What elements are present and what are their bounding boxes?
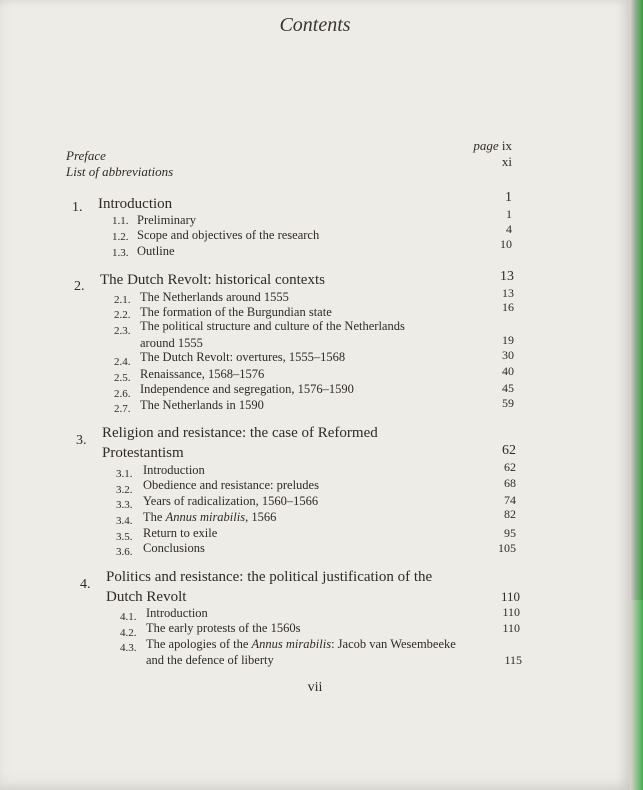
section-number: 3.2. [116, 484, 133, 496]
section-number: 1.2. [112, 231, 129, 243]
page-number: 105 [498, 541, 516, 555]
page-number: 95 [504, 526, 516, 540]
page-column-header: page ix [473, 138, 512, 153]
page-number: 19 [502, 333, 514, 347]
page-number: 74 [504, 493, 516, 507]
section-title: Independence and segregation, 1576–1590 [140, 382, 354, 396]
section-number: 1.1. [112, 215, 129, 227]
chapter-title-continued: Protestantism [102, 445, 184, 461]
section-title: Introduction [143, 463, 205, 477]
section-number: 2.7. [114, 403, 131, 415]
chapter-number: 3. [76, 433, 87, 448]
page-number: 10 [500, 237, 512, 251]
page-number: 4 [506, 222, 512, 236]
page-number: 82 [504, 507, 516, 521]
page-number: 59 [502, 396, 514, 410]
page-folio: vii [307, 680, 323, 695]
section-title: Obedience and resistance: preludes [143, 478, 319, 492]
section-title: The political structure and culture of the Netherlands [140, 319, 405, 333]
section-title: The formation of the Burgundian state [140, 305, 332, 319]
section-title: Scope and objectives of the research [137, 228, 320, 242]
section-number: 3.5. [116, 531, 133, 543]
page-number: 1 [506, 207, 512, 221]
chapter-number: 1. [72, 200, 83, 215]
page-number: 16 [502, 300, 514, 314]
chapter-number: 4. [80, 577, 91, 592]
section-title: The Netherlands in 1590 [140, 398, 264, 412]
section-number: 2.2. [114, 309, 131, 321]
section-number: 3.4. [116, 515, 133, 527]
page-number: 110 [502, 621, 520, 635]
chapter-title: Politics and resistance: the political justification of the [106, 569, 433, 585]
page-number: 13 [502, 286, 514, 300]
section-title: The early protests of the 1560s [146, 621, 301, 635]
section-title: Introduction [146, 606, 208, 620]
section-title: Renaissance, 1568–1576 [140, 367, 265, 381]
section-number: 2.4. [114, 356, 131, 368]
page-title: Contents [279, 14, 351, 36]
section-title: Return to exile [143, 526, 218, 540]
section-number: 4.3. [120, 642, 137, 654]
section-title-continued: around 1555 [140, 336, 203, 350]
book-edge [630, 0, 643, 790]
toc-entry-abbreviations: List of abbreviations [66, 164, 174, 179]
section-title: Outline [137, 244, 175, 258]
chapter-title: Religion and resistance: the case of Reformed [102, 425, 378, 441]
page-number: xi [501, 154, 512, 169]
section-title: The apologies of the Annus mirabilis: Jacob van Wesembeeke [146, 637, 456, 651]
section-number: 1.3. [112, 247, 129, 259]
section-number: 2.1. [114, 294, 131, 306]
section-title: Preliminary [137, 213, 197, 227]
section-number: 2.3. [114, 325, 131, 337]
section-number: 3.3. [116, 499, 133, 511]
section-title: The Dutch Revolt: overtures, 1555–1568 [140, 350, 346, 364]
page-number: 62 [502, 443, 516, 458]
page-number: 62 [504, 460, 516, 474]
section-number: 4.1. [120, 611, 137, 623]
section-title: The Annus mirabilis, 1566 [143, 510, 277, 524]
section-number: 3.6. [116, 546, 133, 558]
page-number: 13 [500, 269, 514, 284]
page-number: 30 [502, 348, 514, 362]
section-number: 3.1. [116, 468, 133, 480]
section-title: Conclusions [143, 541, 205, 555]
chapter-number: 2. [74, 279, 85, 294]
page-number: 68 [504, 476, 516, 490]
section-title-continued: and the defence of liberty [146, 653, 274, 667]
section-number: 2.5. [114, 372, 131, 384]
section-title: Years of radicalization, 1560–1566 [143, 494, 319, 508]
page-number: 110 [500, 589, 520, 604]
chapter-title-continued: Dutch Revolt [106, 589, 187, 605]
section-number: 4.2. [120, 627, 137, 639]
page-number: 1 [505, 190, 512, 205]
chapter-title: The Dutch Revolt: historical contexts [100, 272, 325, 288]
page-number: 115 [504, 653, 522, 667]
page-number: 45 [502, 381, 514, 395]
page-number: 110 [502, 605, 520, 619]
toc-entry-preface: Preface [66, 148, 106, 163]
section-number: 2.6. [114, 388, 131, 400]
section-title: The Netherlands around 1555 [140, 290, 289, 304]
chapter-title: Introduction [98, 196, 173, 212]
page-number: 40 [502, 364, 514, 378]
